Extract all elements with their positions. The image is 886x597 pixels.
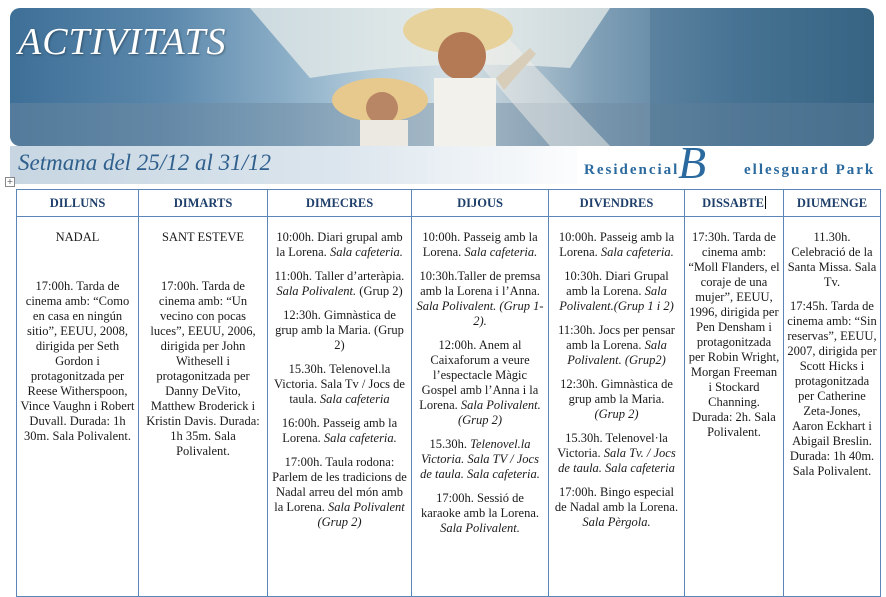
- activity: 11:00h. Taller d’arteràpia. Sala Polivalent. (Grup 2): [274, 269, 405, 298]
- activity: 17:00h. Sessió de karaoke amb la Lorena. Sala Polivalent.: [421, 491, 539, 535]
- day-header: DISSABTE: [685, 190, 784, 217]
- day-header: DIUMENGE: [784, 190, 881, 217]
- day-cell-divendres[interactable]: [549, 217, 685, 597]
- activity: 10:30h. Diari Grupal amb la Lorena. Sala Polivalent.(Grup 1 i 2): [559, 269, 674, 313]
- day-cell-dilluns[interactable]: [17, 217, 139, 597]
- activity: 17:00h. Taula rodona: Parlem de les tradicions de Nadal arreu del món amb la Lorena. Sala Polivalent (Grup 2): [272, 455, 407, 529]
- activity: 16:00h. Passeig amb la Lorena. Sala cafeteria.: [281, 416, 398, 445]
- day-header: DIVENDRES: [549, 190, 685, 217]
- activity: 17:00h. Bingo especial de Nadal amb la Lorena. Sala Pèrgola.: [554, 485, 679, 529]
- day-header: DIMARTS: [139, 190, 268, 217]
- activity: 10:00h. Diari grupal amb la Lorena. Sala cafeteria.: [276, 230, 403, 259]
- activity: SANT ESTEVE: [161, 230, 245, 244]
- activity: 15.30h. Telenovel.la Victoria. Sala Tv / Jocs de taula. Sala cafeteria: [274, 362, 405, 406]
- day-header: DILLUNS: [17, 190, 139, 217]
- day-cell-diumenge[interactable]: [784, 217, 881, 597]
- banner-title: ACTIVITATS: [18, 21, 227, 63]
- text-cursor: [765, 196, 766, 209]
- activity: 10:00h. Passeig amb la Lorena. Sala cafeteria.: [558, 230, 675, 259]
- activity: 17:45h. Tarda de cinema amb: “Sin reservas”, EEUU, 2007, dirigida per Scott Hicks i protagonitzada per Catherine Zeta-Jones, Aaron Eckhart i Abigail Breslin. Durada: 1h 40m. Sala Polivalent.: [787, 299, 877, 478]
- table-move-handle-icon[interactable]: +: [6, 177, 14, 186]
- day-cell-dissabte[interactable]: [685, 217, 784, 597]
- logo-text-right: ellesguard Park: [744, 162, 876, 178]
- activity: 10:00h. Passeig amb la Lorena. Sala cafeteria.: [422, 230, 538, 259]
- activity: 11:30h. Jocs per pensar amb la Lorena. Sala Polivalent. (Grup2): [558, 323, 675, 367]
- activity: NADAL: [55, 230, 100, 244]
- logo-monogram: B: [678, 137, 707, 188]
- activity: 12:30h. Gimnàstica de grup amb la Maria. (Grup 2): [560, 377, 673, 421]
- header-banner: [10, 8, 874, 146]
- table-header-row: [17, 190, 881, 217]
- activity: 15.30h. Telenovel.la Victoria. Sala TV / Jocs de taula. Sala cafeteria.: [420, 437, 540, 481]
- table-body-row: [17, 217, 881, 597]
- logo-text-left: Residencial: [584, 162, 680, 178]
- day-cell-dimecres[interactable]: [268, 217, 412, 597]
- activity: 17:00h. Tarda de cinema amb: “Un vecino con pocas luces”, EEUU, 2006, dirigida per John Withesell i protagonitzada per Danny DeVito, Matthew Broderick i Kristin Davis. Durada: 1h 35m. Sala Polivalent.: [146, 279, 260, 458]
- activity: 15.30h. Telenovel·la Victoria. Sala Tv. / Jocs de taula. Sala cafeteria: [557, 431, 676, 475]
- schedule-table: [16, 189, 881, 597]
- activity: 10:30h.Taller de premsa amb la Lorena i l’Anna. Sala Polivalent. (Grup 1-2).: [416, 269, 544, 328]
- day-cell-dimarts[interactable]: [139, 217, 268, 597]
- activity: 11.30h. Celebració de la Santa Missa. Sala Tv.: [787, 230, 877, 289]
- activity: 12:00h. Anem al Caixaforum a veure l’espectacle Màgic Gospel amb l’Anna i la Lorena. Sala Polivalent. (Grup 2): [419, 338, 541, 427]
- day-header: DIJOUS: [412, 190, 549, 217]
- activity: 12:30h. Gimnàstica de grup amb la Maria. (Grup 2): [275, 308, 404, 352]
- residence-logo: [578, 137, 878, 188]
- day-cell-dijous[interactable]: [412, 217, 549, 597]
- week-title: Setmana del 25/12 al 31/12: [18, 150, 271, 175]
- activity: 17:00h. Tarda de cinema amb: “Como en casa en ningún sitio”, EEUU, 2008, dirigida per Seth Gordon i protagonitzada per Reese Witherspoon, Vince Vaughn i Robert Duvall. Durada: 1h 30m. Sala Polivalent.: [20, 279, 135, 443]
- activity: 17:30h. Tarda de cinema amb: “Moll Flanders, el coraje de una mujer”, EEUU, 1996, dirigida per Pen Densham i protagonitzada per Robin Wright, Morgan Freeman i Stockard Channing. Durada: 2h. Sala Polivalent.: [688, 230, 780, 439]
- day-header: DIMECRES: [268, 190, 412, 217]
